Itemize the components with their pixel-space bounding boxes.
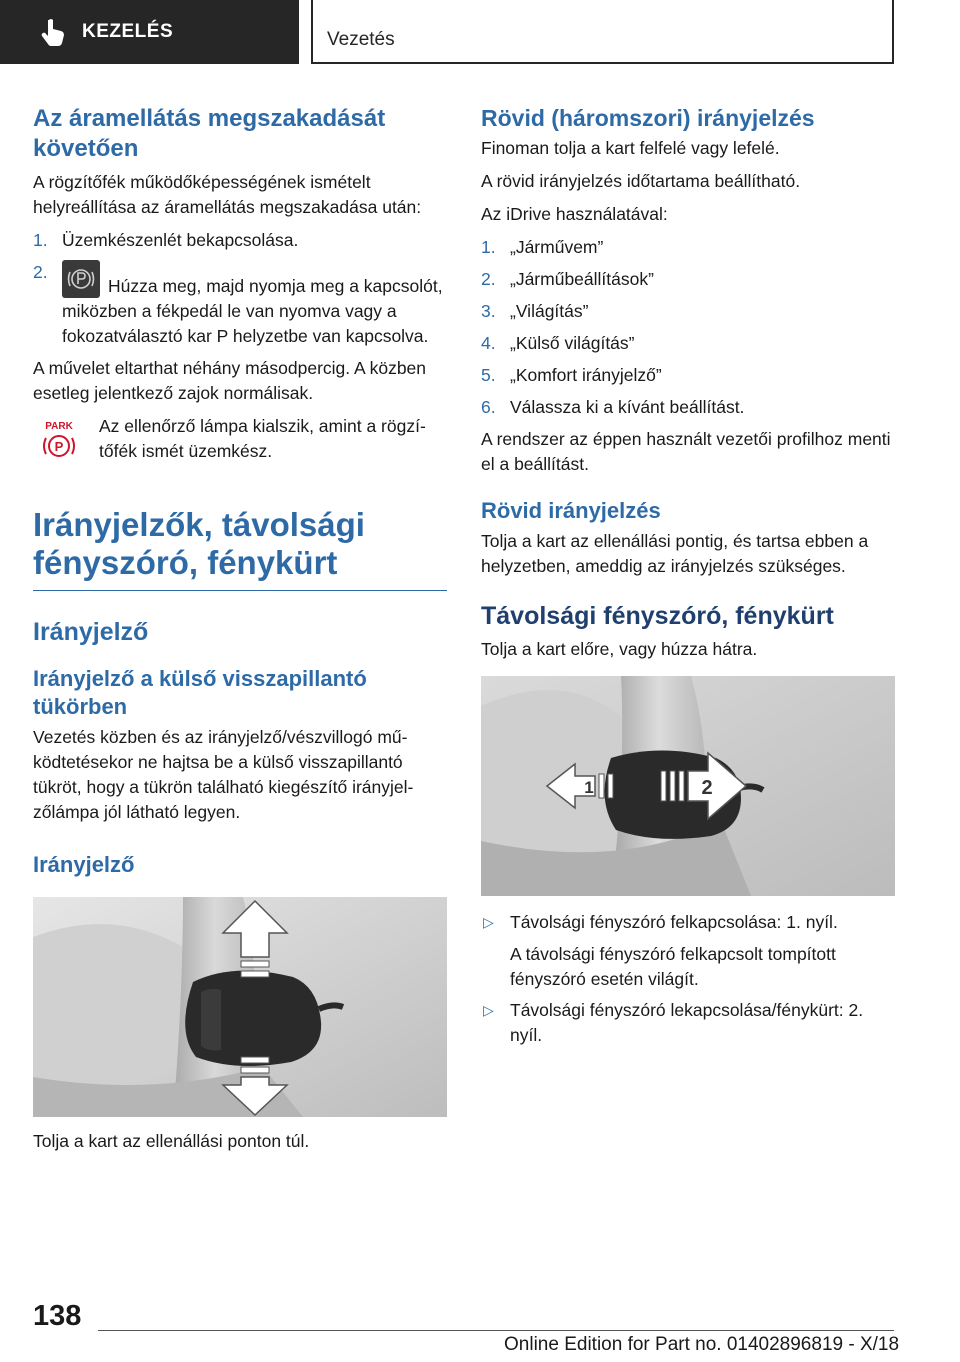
section-title-power-interruption: Az áramellátás megszakadását követően [33,105,386,162]
step-text: „Járműbeállítások” [510,269,654,289]
step-number: 2. [33,262,48,282]
step-text: „Komfort irányjelző” [510,365,662,385]
indicator-note [33,414,447,464]
figure-caption: Tolja a kart az ellenállási ponton túl. [33,1131,310,1151]
list-item [481,363,895,388]
list-item [481,235,895,260]
section-title-brief-signal: Rövid irányjelzés [481,498,661,523]
paragraph: Tolja a kart az ellenállási pontig, és tartsa ebben a helyzetben, ameddig az irányjelzés szükséges. [481,531,869,576]
main-title: Irányjelzők, távolsági fényszóró, fénykürt [33,506,447,591]
arrow-1-label: 1 [584,778,594,797]
triangle-bullet-icon: ▷ [483,914,494,930]
parking-brake-switch-icon [62,260,100,298]
paragraph: Vezetés közben és az irányjelző/vészvillogó működtetésekor ne hajtsa be a külső visszapillantó tükröt, hogy a tükrön található kiegészítő irányjelzőlámpa jól látható legyen. [33,727,414,822]
high-beam-lever-illustration [481,676,895,896]
bullet-subtext: A távolsági fényszóró felkapcsolt tompított fényszóró esetén világít. [510,944,836,989]
park-brake-warning-icon [41,418,77,462]
step-number: 3. [481,301,496,321]
step-number: 5. [481,365,496,385]
header-section-label: KEZELÉS [82,21,174,42]
step-number: 4. [481,333,496,353]
paragraph: Finoman tolja a kart felfelé vagy lefelé. [481,138,780,158]
park-label: PARK [45,421,73,432]
section-title-high-beam: Távolsági fényszóró, fénykürt [481,602,834,630]
list-item [481,267,895,292]
note-text: Az ellenőrző lámpa kialszik, amint a rögzítőfék ismét üzemkész. [99,416,426,461]
section-title-mirror-indicator: Irányjelző a külső visszapillantó tükörben [33,666,367,719]
triangle-bullet-icon: ▷ [483,1002,494,1018]
step-text: Húzza meg, majd nyomja meg a kapcsolót, miközben a fékpedál le van nyomva vagy a fokozatválasztó kar P helyzetbe van kapcsolva. [62,276,443,346]
list-item [481,998,895,1048]
list-item [481,395,895,420]
paragraph: Tolja a kart előre, vagy húzza hátra. [481,639,758,659]
bullet-text: Távolsági fényszóró felkapcsolása: 1. nyíl. [510,912,838,932]
step-list [33,228,447,349]
step-number: 1. [481,237,496,257]
step-text: „Világítás” [510,301,589,321]
header-section-tab [0,0,299,64]
paragraph: A rövid irányjelzés időtartama beállítható. [481,171,801,191]
right-column [481,104,895,1054]
step-text: Üzemkészenlét bekapcsolása. [62,230,299,250]
left-column [33,104,447,1162]
list-item [33,260,447,349]
arrow-2-label: 2 [701,777,713,799]
list-item [33,228,447,253]
subtitle-turn-signal: Irányjelző [33,618,149,646]
step-text: „Külső világítás” [510,333,635,353]
bullet-text: Távolsági fényszóró lekapcsolása/fénykürt: 2. nyíl. [510,1000,864,1045]
paragraph: A rendszer az éppen használt vezetői profilhoz menti el a beállítást. [481,429,891,474]
step-number: 6. [481,397,496,417]
park-symbol: P [54,439,64,454]
step-number: 2. [481,269,496,289]
step-text: „Járművem” [510,237,604,257]
list-item [481,331,895,356]
header-chapter-box [311,0,894,64]
footer-divider [98,1330,894,1331]
footer-edition: Online Edition for Part no. 01402896819 - X/18 [504,1334,900,1355]
paragraph: A rögzítőfék működőképességének ismételt helyreállítása az áramellátás megszakadása után: [33,172,422,217]
idrive-step-list [481,235,895,420]
section-title-indicator: Irányjelző [33,852,135,877]
page-number: 138 [33,1300,82,1332]
paragraph: A művelet eltarthat néhány másodpercig. A közben esetleg jelentkező zajok normálisak. [33,358,427,403]
high-beam-bullet-list [481,910,895,1048]
paragraph: Az iDrive használatával: [481,204,668,224]
step-text: Válassza ki a kívánt beállítást. [510,397,745,417]
section-title-short-signal: Rövid (háromszori) irányjelzés [481,105,815,131]
step-number: 1. [33,230,48,250]
turn-signal-lever-illustration [33,897,447,1117]
list-item [481,910,895,992]
header-chapter-label: Vezetés [327,29,395,50]
hand-pointer-icon [40,18,66,46]
list-item [481,299,895,324]
